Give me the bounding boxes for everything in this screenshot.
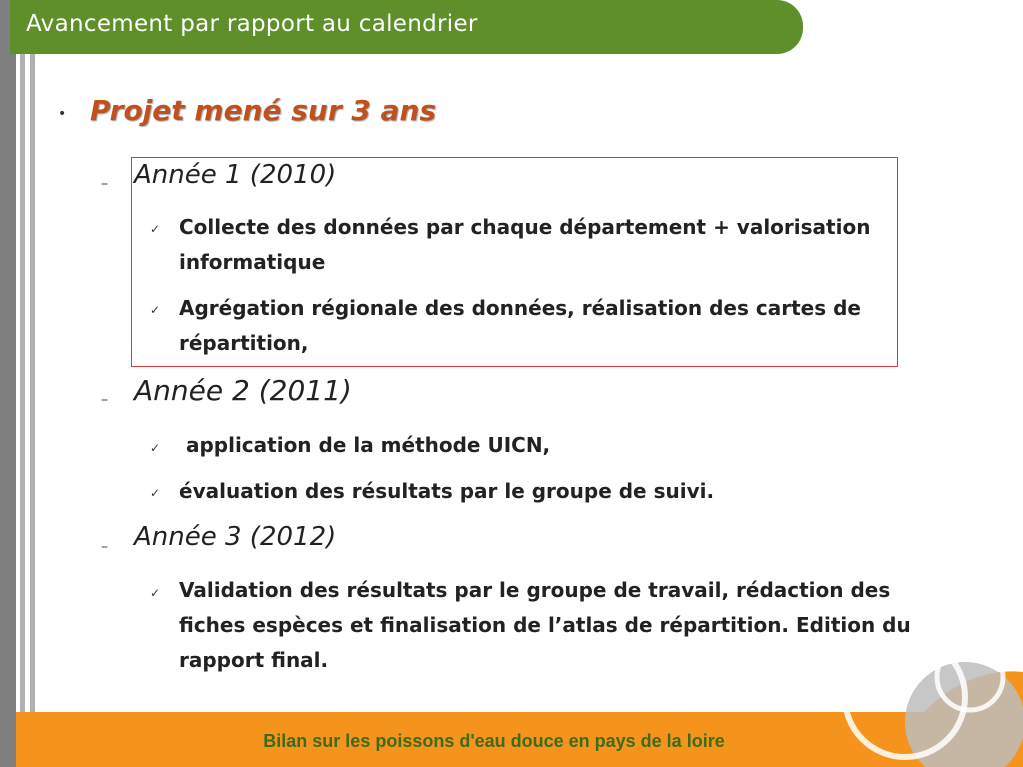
slide-title: Avancement par rapport au calendrier (26, 11, 478, 37)
list-item: Collecte des données par chaque département + valorisation informatique (179, 215, 871, 274)
list-item: Agrégation régionale des données, réalisation des cartes de répartition, (179, 296, 861, 355)
main-heading: Projet mené sur 3 ans (90, 94, 437, 127)
list-item: Validation des résultats par le groupe de travail, rédaction des fiches espèces et finalisation de l’atlas de répartition. Edition du rapport final. (179, 578, 911, 672)
left-decor-stripe (20, 0, 25, 767)
check-icon: ✓ (150, 441, 161, 455)
dash-icon: – (101, 392, 108, 408)
left-decor-stripe (30, 0, 35, 767)
year-heading: Année 3 (2012) (134, 522, 337, 552)
list-item: évaluation des résultats par le groupe de suivi. (179, 479, 715, 503)
year-heading: Année 2 (2011) (134, 374, 352, 407)
title-banner (10, 0, 803, 54)
dash-icon: – (101, 539, 108, 555)
dash-icon: – (101, 176, 108, 192)
check-icon: ✓ (150, 222, 161, 236)
bullet-icon: • (58, 106, 67, 122)
check-icon: ✓ (150, 486, 161, 500)
list-item: application de la méthode UICN, (179, 433, 551, 457)
year-heading: Année 1 (2010) (134, 160, 337, 190)
footer-text: Bilan sur les poissons d'eau douce en pays de la loire (263, 731, 725, 751)
check-icon: ✓ (150, 586, 161, 600)
check-icon: ✓ (150, 303, 161, 317)
left-decor-bar (0, 0, 16, 767)
